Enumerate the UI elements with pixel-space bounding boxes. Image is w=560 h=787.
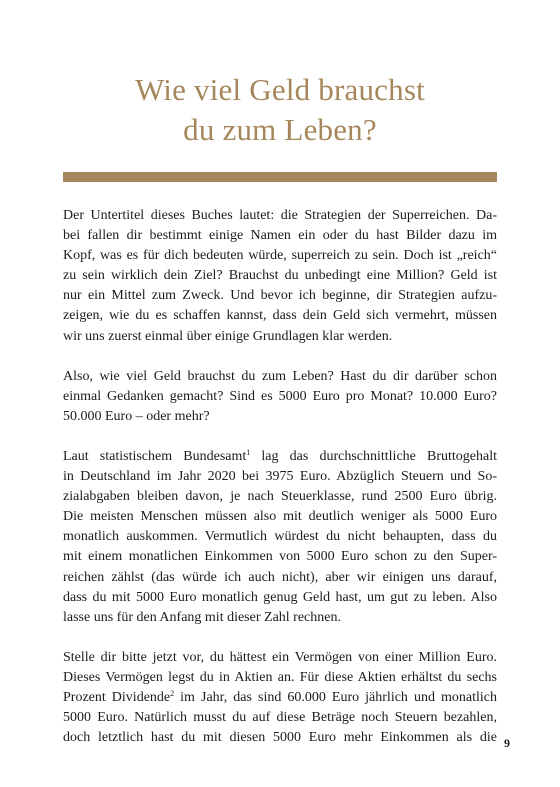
text-line xyxy=(63,447,497,467)
text-fragment: Prozent Dividende xyxy=(63,689,171,705)
paragraph-1 xyxy=(63,206,497,347)
text-line: lasse uns für den Anfang mit dieser Zahl rechnen. xyxy=(63,609,341,625)
title-divider-bar xyxy=(63,172,497,182)
text-line: Kopf, was es für dich bedeuten würde, superreich zu sein. Doch ist „reich“ xyxy=(63,248,497,264)
text-line: Dieses Vermögen legst du in Aktien an. Für diese Aktien erhältst du sechs xyxy=(63,669,497,685)
text-line xyxy=(63,688,497,708)
paragraph-2 xyxy=(63,367,497,427)
text-line: mit einem monatlichen Einkommen von 5000 Euro schon zu den Super- xyxy=(63,549,497,565)
text-line: doch letztlich hast du mit diesen 5000 Euro mehr Einkommen als die xyxy=(63,730,497,746)
footnote-marker: 1 xyxy=(246,447,251,457)
text-line: reichen zählst (das würde ich auch nicht), aber wir einigen uns darauf, xyxy=(63,569,497,585)
body-text xyxy=(63,206,497,768)
text-line: monatlich auskommen. Vermutlich würdest du nicht behaupten, dass du xyxy=(63,529,497,545)
text-line: bei fallen dir bestimmt einige Namen ein oder du hast Bilder dazu im xyxy=(63,228,497,244)
footnote-marker: 2 xyxy=(170,688,175,698)
chapter-title-line-1: Wie viel Geld brauchst xyxy=(135,72,425,107)
text-line: Also, wie viel Geld brauchst du zum Leben? Hast du dir darüber schon xyxy=(63,368,497,384)
text-line: Stelle dir bitte jetzt vor, du hättest ein Vermögen von einer Million Euro. xyxy=(63,649,497,665)
text-line: zu sein wirklich dein Ziel? Brauchst du unbedingt eine Million? Geld ist xyxy=(63,268,497,284)
text-line: zialabgaben bleiben davon, je nach Steuerklasse, rund 2500 Euro übrig. xyxy=(63,489,497,505)
text-line: wir uns zuerst einmal über einige Grundlagen klar werden. xyxy=(63,328,393,344)
text-fragment: Laut statistischem Bundesamt xyxy=(63,448,247,464)
text-line: einmal Gedanken gemacht? Sind es 5000 Euro pro Monat? 10.000 Euro? xyxy=(63,388,497,404)
chapter-title xyxy=(0,70,560,150)
text-line: nur ein Mittel zum Zweck. Und bevor ich beginne, dir Strategien aufzu- xyxy=(63,288,497,304)
chapter-title-line-2: du zum Leben? xyxy=(183,112,377,147)
text-line: Der Untertitel dieses Buches lautet: die Strategien der Superreichen. Da- xyxy=(63,208,497,223)
text-line: zeigen, wie du es schaffen kannst, dass dein Geld sich vermehrt, müssen xyxy=(63,308,497,324)
paragraph-4 xyxy=(63,648,497,748)
page-number: 9 xyxy=(504,736,510,750)
paragraph-3 xyxy=(63,447,497,628)
text-line: Die meisten Menschen müssen also mit deutlich weniger als 5000 Euro xyxy=(63,509,497,525)
text-fragment: lag das durchschnittliche Bruttogehalt xyxy=(261,448,497,464)
text-line: 50.000 Euro – oder mehr? xyxy=(63,408,210,424)
text-line: 5000 Euro. Natürlich musst du auf diese Beträge noch Steuern bezahlen, xyxy=(63,710,497,726)
text-line: dass du mit 5000 Euro monatlich genug Geld hast, um gut zu leben. Also xyxy=(63,589,497,605)
text-line: in Deutschland im Jahr 2020 bei 3975 Euro. Abzüglich Steuern und So- xyxy=(63,469,497,485)
text-fragment: im Jahr, das sind 60.000 Euro jährlich und monatlich xyxy=(180,689,497,705)
